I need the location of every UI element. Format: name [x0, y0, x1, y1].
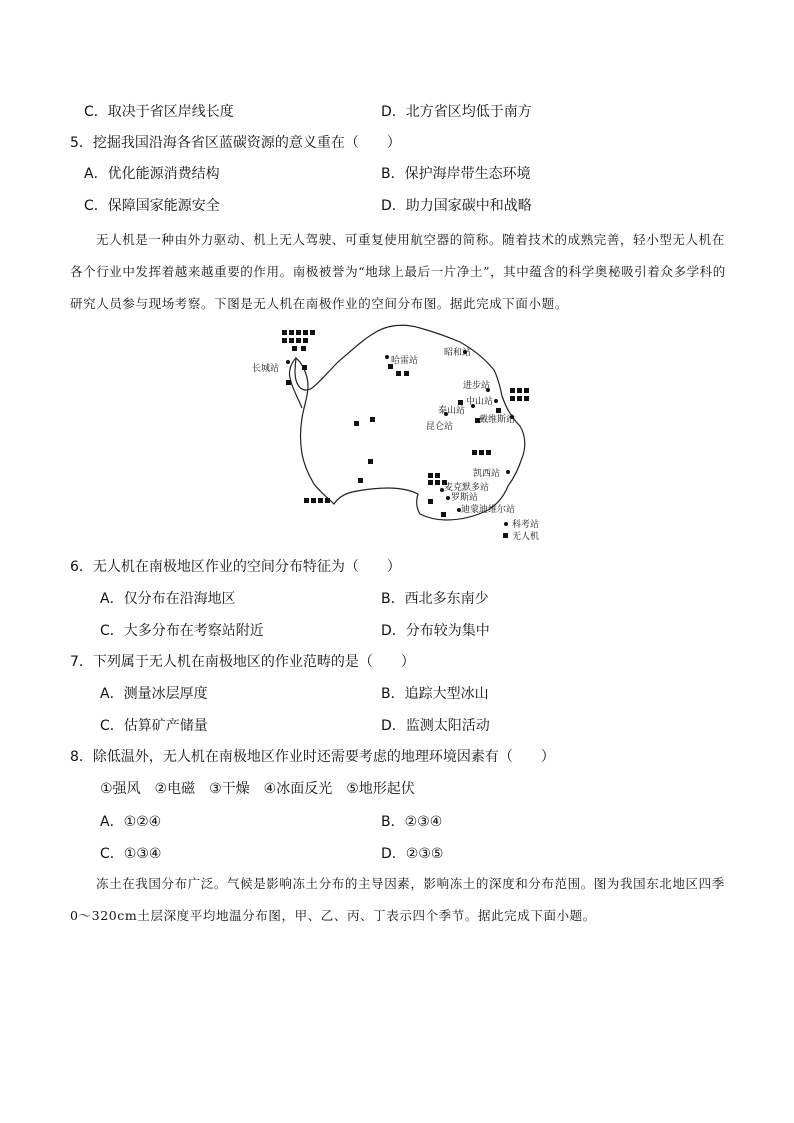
q7-option-c[interactable]: [100, 716, 208, 736]
option-letter: A．: [100, 591, 124, 607]
drone-marker: [458, 400, 463, 405]
option-text: 保护海岸带生态环境: [404, 166, 531, 182]
drone-marker: [325, 498, 330, 503]
drone-marker: [302, 365, 307, 370]
drone-marker: [368, 459, 373, 464]
option-letter: D．: [381, 718, 406, 734]
drone-marker: [304, 498, 309, 503]
passage-text: 无人机是一种由外力驱动、机上无人驾驶、可重复使用航空器的简称。随着技术的成熟完善，轻小型无人机在各个行业中发挥着越来越重要的作用。南极被誉为“地球上最后一片净土”，其中蕴含的科学奥秘吸引着众多学科的研究人员参与现场考察。下图是无人机在南极作业的空间分布图。据此完成下面小题。: [70, 232, 726, 311]
drone-marker: [404, 371, 409, 376]
q7-stem: 7．下列属于无人机在南极地区的作业范畴的是（ ）: [70, 654, 415, 670]
station-dot-ross: [446, 496, 450, 500]
option-text: 保障国家能源安全: [107, 198, 220, 214]
option-letter: A．: [100, 686, 124, 702]
station-label: 泰山站: [438, 406, 466, 416]
station-dot-changcheng: [286, 360, 290, 364]
q8-option-c[interactable]: [100, 844, 161, 864]
drone-marker: [354, 421, 359, 426]
option-letter: C．: [100, 718, 124, 734]
map-legend: [503, 518, 539, 542]
passage-frozen-soil: [70, 868, 730, 932]
option-text: ②③④: [404, 814, 443, 830]
station-dot-halley: [385, 355, 389, 359]
q6-option-d[interactable]: [381, 621, 490, 641]
station-label: 哈雷站: [391, 356, 419, 366]
option-letter: C．: [100, 623, 124, 639]
drone-marker: [370, 417, 375, 422]
option-letter: C．: [84, 198, 108, 214]
option-letter: B．: [381, 166, 405, 182]
q8-factors: ①强风 ②电磁 ③干燥 ④冰面反光 ⑤地形起伏: [100, 781, 415, 797]
station-label: 中山站: [466, 397, 494, 407]
drone-marker: [472, 450, 477, 455]
option-text: 取决于省区岸线长度: [107, 104, 234, 120]
drone-marker: [286, 380, 291, 385]
passage-drone: [70, 224, 730, 320]
option-text: ①②④: [123, 814, 162, 830]
option-letter: B．: [381, 814, 405, 830]
antarctica-drone-map: [250, 318, 570, 548]
q4-option-d[interactable]: [381, 102, 532, 122]
option-text: 测量冰层厚度: [123, 686, 208, 702]
drone-marker: [303, 338, 308, 343]
option-text: 估算矿产储量: [123, 718, 208, 734]
drone-marker: [289, 330, 294, 335]
drone-marker: [428, 473, 433, 478]
option-letter: D．: [381, 623, 406, 639]
q8-option-a[interactable]: [100, 812, 161, 832]
option-letter: B．: [381, 591, 405, 607]
legend-station-label: 科考站: [512, 520, 540, 530]
drone-marker: [296, 330, 301, 335]
option-text: 西北多东南少: [404, 591, 489, 607]
option-letter: D．: [381, 104, 406, 120]
drone-marker: [435, 473, 440, 478]
q8-option-b[interactable]: [381, 812, 442, 832]
q6-stem: 6．无人机在南极地区作业的空间分布特征为（ ）: [70, 559, 401, 575]
option-text: 监测太阳活动: [405, 718, 490, 734]
drone-marker: [510, 396, 515, 401]
station-label: 昭和站: [444, 348, 472, 358]
drone-marker: [486, 450, 491, 455]
option-text: 北方省区均低于南方: [405, 104, 532, 120]
drone-marker: [296, 338, 301, 343]
option-text: 优化能源消费结构: [107, 166, 220, 182]
drone-marker: [311, 498, 316, 503]
station-label: 昆仑站: [426, 422, 454, 432]
option-letter: A．: [84, 166, 108, 182]
legend-station-dot: [504, 522, 508, 526]
station-label: 进步站: [463, 381, 491, 391]
option-letter: A．: [100, 814, 124, 830]
legend-drone-label: 无人机: [512, 532, 540, 542]
drone-marker: [517, 388, 522, 393]
option-text: 助力国家碳中和战略: [405, 198, 532, 214]
drone-marker: [496, 408, 501, 413]
passage-text: 冻土在我国分布广泛。气候是影响冻土分布的主导因素，影响冻土的深度和分布范围。图为我国东北地区四季0～320cm土层深度平均地温分布图，甲、乙、丙、丁表示四个季节。据此完成下面小题。: [70, 876, 725, 923]
drone-marker: [301, 346, 306, 351]
option-letter: B．: [381, 686, 405, 702]
q8-stem: 8．除低温外，无人机在南极地区作业时还需要考虑的地理环境因素有（ ）: [70, 749, 555, 765]
drone-marker: [428, 499, 433, 504]
drone-marker: [524, 396, 529, 401]
station-label: 凯西站: [473, 469, 501, 479]
station-label: 迪蒙迪维尔站: [461, 505, 516, 515]
q7-option-a[interactable]: [100, 684, 208, 704]
drone-marker: [441, 512, 446, 517]
drone-marker: [524, 388, 529, 393]
q5-option-d[interactable]: [381, 196, 532, 216]
station-label: 麦克默多站: [444, 483, 490, 493]
drone-marker: [428, 480, 433, 485]
drone-marker: [358, 478, 363, 483]
drone-marker: [289, 338, 294, 343]
option-text: 仅分布在沿海地区: [123, 591, 236, 607]
drone-marker: [303, 330, 308, 335]
drone-marker: [396, 371, 401, 376]
drone-marker: [318, 498, 323, 503]
q6-option-a[interactable]: [100, 589, 236, 609]
q8-option-d[interactable]: [381, 844, 443, 864]
station-label: 长城站: [252, 364, 280, 374]
q7-option-d[interactable]: [381, 716, 490, 736]
option-letter: D．: [381, 846, 406, 862]
drone-marker: [282, 330, 287, 335]
drone-marker: [310, 330, 315, 335]
drone-marker: [510, 388, 515, 393]
station-label: 戴维斯站: [479, 415, 516, 425]
drone-marker: [282, 338, 287, 343]
drone-marker: [435, 480, 440, 485]
q5-stem: 5．挖掘我国沿海各省区蓝碳资源的意义重在（ ）: [70, 135, 401, 151]
q6-option-b[interactable]: [381, 589, 489, 609]
drone-marker: [517, 396, 522, 401]
q5-option-b[interactable]: [381, 164, 531, 184]
option-text: 大多分布在考察站附近: [123, 623, 264, 639]
station-label: 罗斯站: [451, 493, 479, 503]
station-dot-zhongshan: [494, 399, 498, 403]
q5-option-a[interactable]: [84, 164, 220, 184]
legend-drone-square: [503, 533, 508, 538]
drone-marker: [292, 346, 297, 351]
q4-option-c[interactable]: [84, 102, 234, 122]
q7-option-b[interactable]: [381, 684, 489, 704]
station-dot-casey: [506, 470, 510, 474]
option-text: 分布较为集中: [405, 623, 490, 639]
q6-option-c[interactable]: [100, 621, 264, 641]
option-letter: C．: [84, 104, 108, 120]
option-letter: D．: [381, 198, 406, 214]
q5-option-c[interactable]: [84, 196, 220, 216]
option-text: ①③④: [123, 846, 162, 862]
option-letter: C．: [100, 846, 124, 862]
option-text: 追踪大型冰山: [404, 686, 489, 702]
drone-marker: [479, 450, 484, 455]
option-text: ②③⑤: [405, 846, 444, 862]
